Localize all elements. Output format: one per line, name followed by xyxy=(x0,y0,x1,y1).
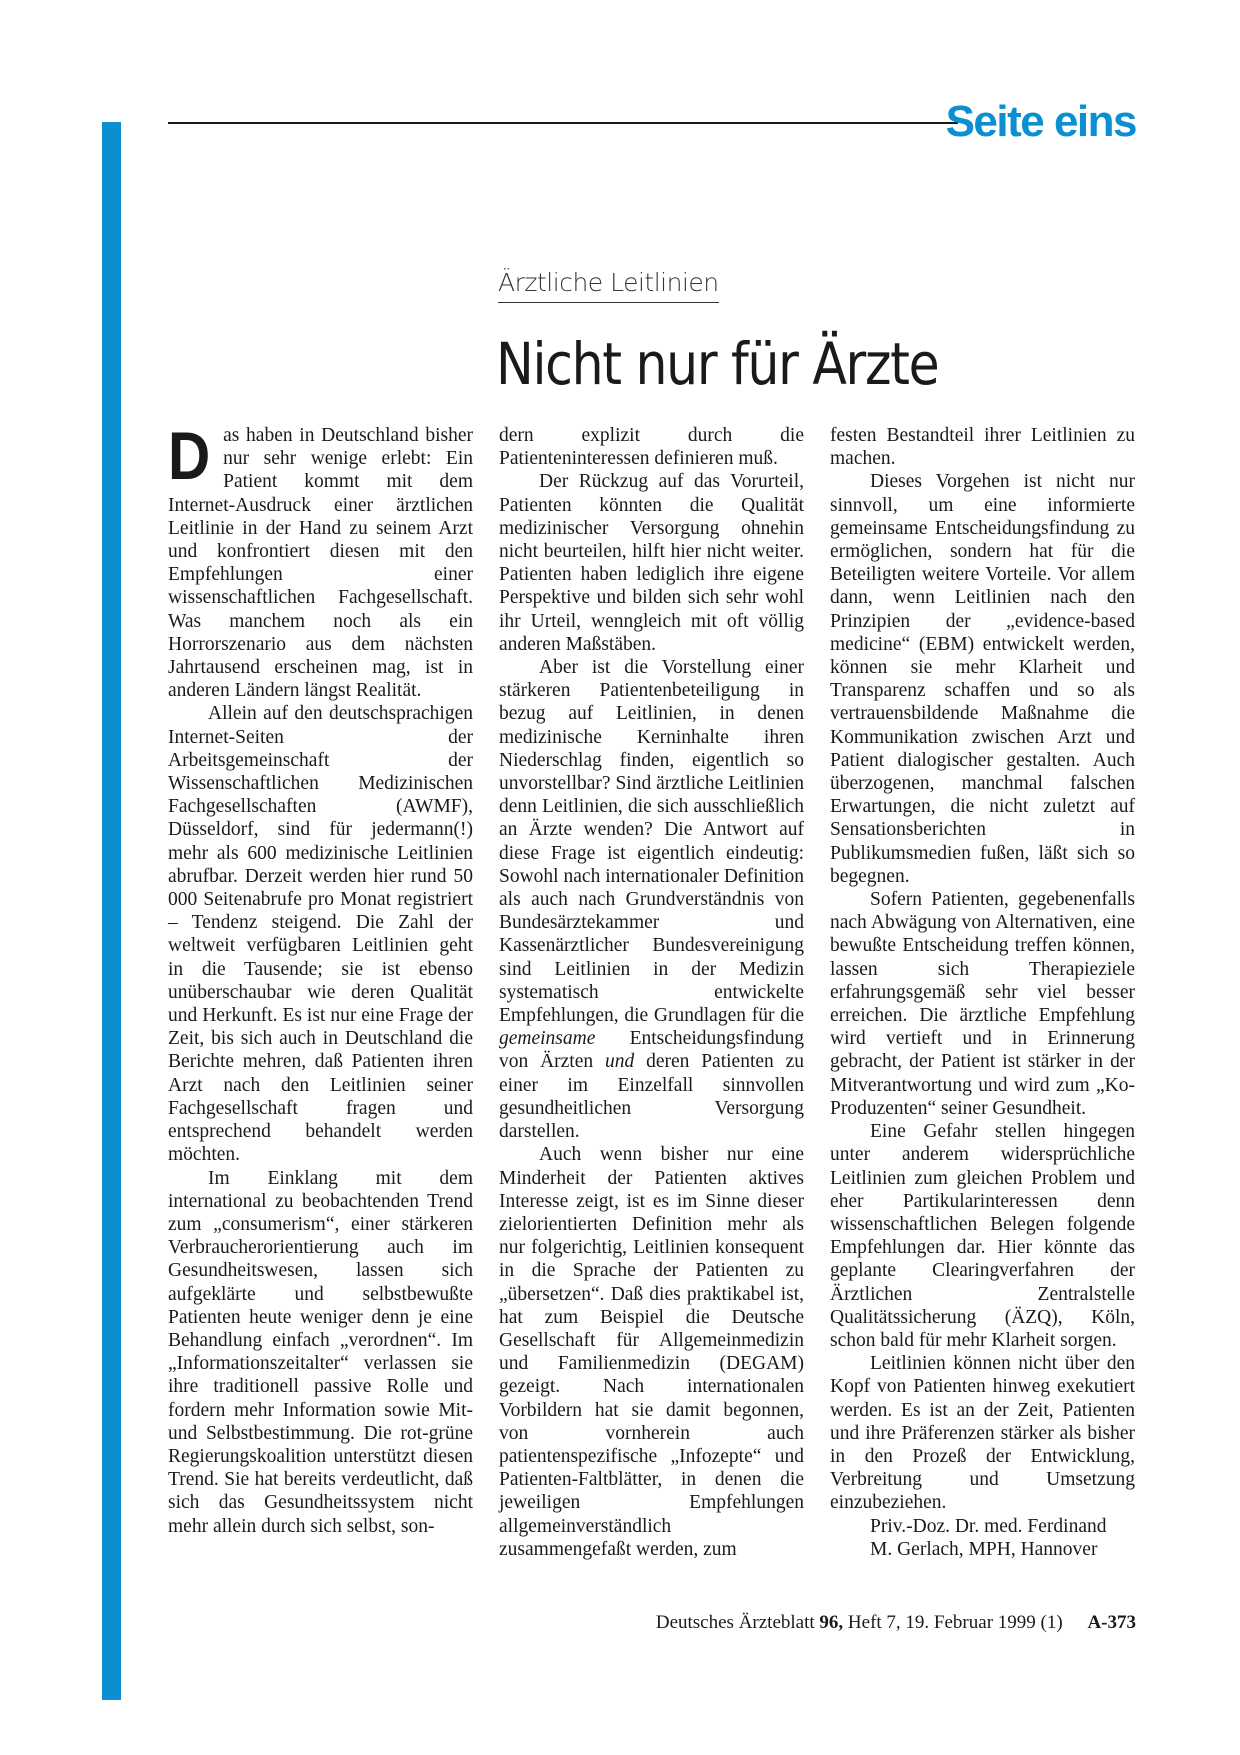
drop-cap: D xyxy=(168,418,211,494)
article-column-1 xyxy=(168,418,473,1538)
article-paragraph: Eine Gefahr stellen hingegen unter anderem widersprüchliche Leitlinien zum gleichen Problem und eher Partikularinteressen denn wissenschaftlichen Belegen folgende Empfehlungen dar. Hier könnte das geplante Clearingverfahren der Ärztlichen Zentralstelle Qualitätssicherung (ÄZQ), Köln, schon bald für mehr Klarheit sorgen. xyxy=(830,1121,1135,1351)
article-paragraph xyxy=(499,656,804,1143)
author-line: M. Gerlach, MPH, Hannover xyxy=(870,1538,1098,1560)
journal-issue: Heft 7, 19. Februar 1999 (1) xyxy=(847,1612,1063,1633)
article-paragraph: Auch wenn bisher nur eine Minderheit der Patienten aktives Interesse zeigt, ist es im Sinne dieser zielorientierten Definition mehr als nur folgerichtig, Leitlinien konsequent in die Sprache der Patienten zu „übersetzen“. Daß dies praktikabel ist, hat zum Beispiel die Deutsche Gesellschaft für Allgemeinmedizin und Familienmedizin (DEGAM) gezeigt. Nach internationalen Vorbildern hat sie damit begonnen, von vornherein auch patientenspezifische „Infozepte“ und Patienten-Faltblätter, in denen die jeweiligen Empfehlungen allgemeinverständlich zusammengefaßt werden, zum xyxy=(499,1144,804,1560)
journal-volume: 96, xyxy=(819,1612,844,1633)
emphasis-text: gemeinsame xyxy=(499,1028,596,1050)
page-number: A-373 xyxy=(1087,1612,1136,1633)
emphasis-text: und xyxy=(604,1051,635,1073)
article-paragraph: Sofern Patienten, gegebenenfalls nach Abwägung von Alternativen, eine bewußte Entscheidung treffen können, lassen sich Therapieziele erfahrungsgemäß sehr viel besser erreichen. Die ärztliche Empfehlung wird vertieft und in Erinnerung gebracht, der Patient ist stärker in der Mitverantwortung und wird zum „Ko-Produzenten“ seiner Gesundheit. xyxy=(830,889,1135,1119)
article-paragraph: dern explizit durch die Patienteninteressen definieren muß. xyxy=(499,425,804,470)
article-paragraph: Der Rückzug auf das Vorurteil, Patienten könnten die Qualität medizinischer Versorgung ohnehin nicht beurteilen, hilft hier nicht weiter. Patienten haben lediglich ihre eigene Perspektive und bilden sich sehr wohl ihr Urteil, wenngleich mit oft völlig anderen Maßstäben. xyxy=(499,471,804,655)
article-paragraph: Im Einklang mit dem international zu beobachtenden Trend zum „consumerism“, einer stärkeren Verbraucherorientierung auch im Gesundheitswesen, lassen sich aufgeklärte und selbstbewußte Patienten heute weniger denn je eine Behandlung einfach „verordnen“. Im „Informationszeitalter“ verlassen sie ihre traditionell passive Rolle und fordern mehr Information sowie Mit- und Selbstbestimmung. Die rot-grüne Regierungskoalition unterstützt diesen Trend. Sie hat bereits verdeutlicht, daß sich das Gesundheitssystem nicht mehr allein durch sich selbst, son- xyxy=(168,1167,473,1537)
article-paragraph: festen Bestandteil ihrer Leitlinien zu machen. xyxy=(830,425,1135,470)
paragraph-text: as haben in Deutschland bisher nur sehr wenige erlebt: Ein Patient kommt mit dem Internet-Ausdruck einer ärztlichen Leitlinie in der Hand zu seinem Arzt und konfrontiert diesen mit den Empfehlungen einer wissenschaftlichen Fachgesellschaft. Was manchem noch als ein Horrorszenario aus dem nächsten Jahrtausend erscheinen mag, ist in anderen Ländern längst Realität. xyxy=(168,425,473,702)
accent-sidebar xyxy=(102,122,121,1700)
article-paragraph xyxy=(168,418,473,702)
paragraph-text: Entscheidungsfindung von Ärzten xyxy=(499,1028,804,1073)
page-footer xyxy=(656,1611,1136,1635)
article-paragraph: Leitlinien können nicht über den Kopf von Patienten hinweg exekutiert werden. Es ist an der Zeit, Patienten und ihre Präferenzen stärker als bisher in den Prozeß der Entwicklung, Verbreitung und Umsetzung einzubeziehen. xyxy=(830,1353,1135,1514)
header-rule xyxy=(168,122,958,124)
article-kicker: Ärztliche Leitlinien xyxy=(498,266,719,303)
article-column-2 xyxy=(499,424,804,1561)
article-paragraph: Allein auf den deutschsprachigen Internet-Seiten der Arbeitsgemeinschaft der Wissenschaftlichen Medizinischen Fachgesellschaften (AWMF), Düsseldorf, sind für jedermann(!) mehr als 600 medizinische Leitlinien abrufbar. Derzeit werden hier rund 50 000 Seitenabrufe pro Monat registriert – Tendenz steigend. Die Zahl der weltweit verfügbaren Leitlinien geht in die Tausende; sie ist ebenso unüberschaubar wie deren Qualität und Herkunft. Es ist nur eine Frage der Zeit, bis sich auch in Deutschland die Berichte mehren, daß Patienten ihren Arzt nach den Leitlinien seiner Fachgesellschaft fragen und entsprechend behandelt werden möchten. xyxy=(168,703,473,1166)
article-column-3 xyxy=(830,424,1135,1561)
article-headline: Nicht nur für Ärzte xyxy=(496,330,939,398)
section-label: Seite eins xyxy=(945,97,1136,146)
journal-name: Deutsches Ärzteblatt xyxy=(655,1612,815,1633)
author-signature xyxy=(830,1515,1135,1561)
paragraph-text: Aber ist die Vorstellung einer stärkeren Patientenbeteiligung in bezug auf Leitlinien, in denen medizinische Kerninhalte ihren Niederschlag finden, eigentlich so unvorstellbar? Sind ärztliche Leitlinien denn Leitlinien, die sich ausschließlich an Ärzte wenden? Die Antwort auf diese Frage ist eigentlich eindeutig: Sowohl nach internationaler Definition als auch nach Grundverständnis von Bundesärztekammer und Kassenärztlicher Bundesvereinigung sind Leitlinien in der Medizin systematisch entwickelte Empfehlungen, die Grundlagen für die xyxy=(499,657,804,1027)
article-paragraph: Dieses Vorgehen ist nicht nur sinnvoll, um eine informierte gemeinsame Entscheidungsfindung zu ermöglichen, sondern hat für die Beteiligten weitere Vorteile. Vor allem dann, wenn Leitlinien nach den Prinzipien der „evidence-based medicine“ (EBM) entwickelt werden, können sie mehr Klarheit und Transparenz schaffen und so als vertrauensbildende Maßnahme die Kommunikation zwischen Arzt und Patient dialogischer gestalten. Auch überzogenen, manchmal falschen Erwartungen, die nicht zuletzt auf Sensationsberichten in Publikumsmedien fußen, läßt sich so begegnen. xyxy=(830,471,1135,887)
author-line: Priv.-Doz. Dr. med. Ferdinand xyxy=(870,1515,1107,1537)
paragraph-text: deren Patienten zu einer im Einzelfall sinnvollen gesundheitlichen Versorgung darstellen. xyxy=(499,1051,805,1143)
